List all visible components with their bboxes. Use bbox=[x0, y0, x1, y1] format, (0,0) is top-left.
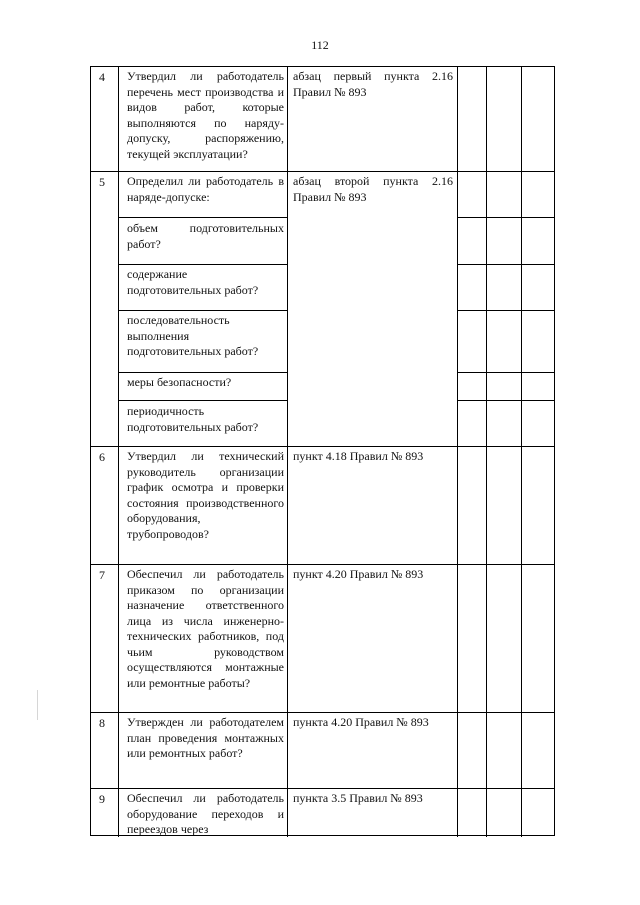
reference-text: пункт 4.20 Правил № 893 bbox=[293, 567, 424, 581]
row-number: 4 bbox=[99, 70, 105, 84]
subrow-divider bbox=[118, 400, 287, 401]
column-divider bbox=[118, 67, 119, 837]
question-text: Обеспечил ли работодатель приказом по организации назначение ответственного лица из числа инженерно-технических работников, под чьим руководством осуществляются монтажные или ремонтные работы? bbox=[127, 567, 284, 690]
subitem-text: последовательность выполнения подготовительных работ? bbox=[127, 313, 259, 358]
row-number: 7 bbox=[99, 568, 105, 582]
subrow-divider bbox=[457, 264, 554, 265]
column-divider bbox=[457, 67, 458, 837]
row-divider bbox=[91, 171, 554, 172]
column-divider bbox=[521, 67, 522, 837]
subrow-divider bbox=[457, 310, 554, 311]
subrow-divider bbox=[118, 372, 287, 373]
reference-text: абзац первый пункта 2.16 Правил № 893 bbox=[293, 69, 453, 99]
reference-text: пункта 4.20 Правил № 893 bbox=[293, 715, 429, 729]
subrow-divider bbox=[118, 264, 287, 265]
row-number: 9 bbox=[99, 792, 105, 806]
column-divider bbox=[287, 67, 288, 837]
row-divider bbox=[91, 446, 554, 447]
row-divider bbox=[91, 564, 554, 565]
question-text: Утвержден ли работодателем план проведения монтажных или ремонтных работ? bbox=[127, 715, 284, 760]
question-text: Утвердил ли работодатель перечень мест производства и видов работ, которые выполняются по наряду-допуску, распоряжению, текущей эксплуатации? bbox=[127, 69, 284, 161]
subrow-divider bbox=[457, 217, 554, 218]
question-text: Утвердил ли технический руководитель организации график осмотра и проверки состояния производственного оборудования, трубопроводов? bbox=[127, 449, 284, 541]
subrow-divider bbox=[118, 310, 287, 311]
subitem-text: периодичность подготовительных работ? bbox=[127, 404, 259, 434]
reference-text: пункт 4.18 Правил № 893 bbox=[293, 449, 424, 463]
subitem-text: объем подготовительных работ? bbox=[127, 221, 284, 251]
question-text: Определил ли работодатель в наряде-допуске: bbox=[127, 174, 284, 204]
question-text: Обеспечил ли работодатель оборудование переходов и переездов через bbox=[127, 791, 284, 835]
subrow-divider bbox=[457, 400, 554, 401]
subitem-text: содержание подготовительных работ? bbox=[127, 267, 259, 297]
checklist-table bbox=[90, 66, 555, 836]
subitem-text: меры безопасности? bbox=[127, 375, 232, 389]
scan-margin-mark bbox=[37, 690, 38, 720]
row-divider bbox=[91, 712, 554, 713]
reference-text: абзац второй пункта 2.16 Правил № 893 bbox=[293, 174, 453, 204]
page-number: 112 bbox=[311, 38, 329, 52]
row-divider bbox=[91, 788, 554, 789]
reference-text: пункта 3.5 Правил № 893 bbox=[293, 791, 423, 805]
row-number: 5 bbox=[99, 175, 105, 189]
row-number: 8 bbox=[99, 716, 105, 730]
row-number: 6 bbox=[99, 450, 105, 464]
column-divider bbox=[486, 67, 487, 837]
subrow-divider bbox=[118, 217, 287, 218]
subrow-divider bbox=[457, 372, 554, 373]
